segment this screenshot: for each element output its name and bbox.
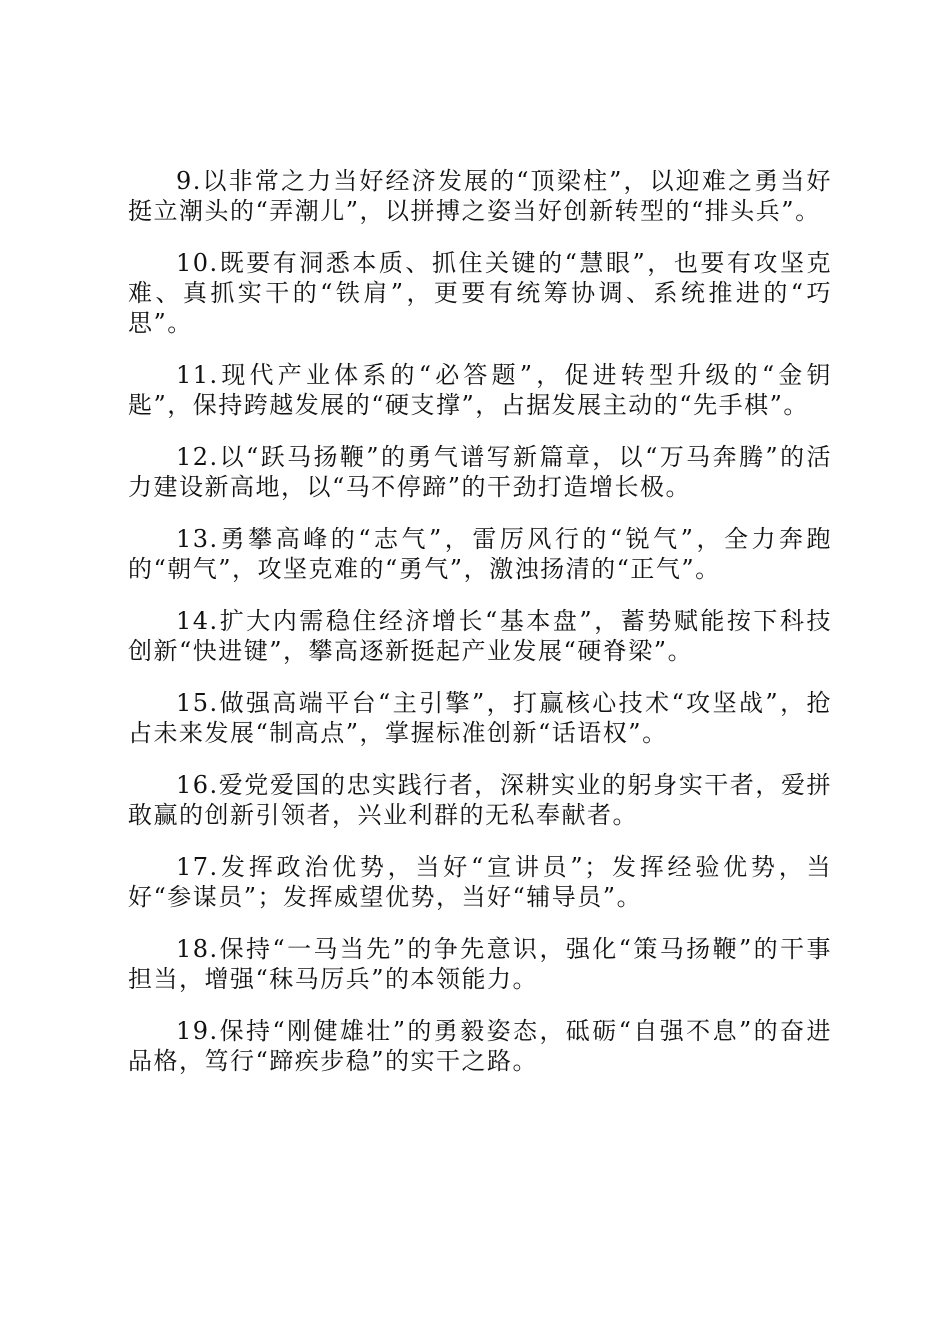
document-body bbox=[128, 166, 832, 1098]
list-item-16: 16.爱党爱国的忠实践行者，深耕实业的躬身实干者，爱拼敢赢的创新引领者，兴业利群的无私奉献者。 bbox=[128, 771, 832, 829]
list-item-18: 18.保持“一马当先”的争先意识，强化“策马扬鞭”的干事担当，增强“秣马厉兵”的本领能力。 bbox=[128, 935, 832, 993]
list-item-9: 9.以非常之力当好经济发展的“顶梁柱”，以迎难之勇当好挺立潮头的“弄潮儿”，以拼搏之姿当好创新转型的“排头兵”。 bbox=[128, 167, 832, 225]
list-item-17: 17.发挥政治优势，当好“宣讲员”；发挥经验优势，当好“参谋员”；发挥威望优势，当好“辅导员”。 bbox=[128, 853, 832, 911]
list-item-13: 13.勇攀高峰的“志气”，雷厉风行的“锐气”，全力奔跑的“朝气”，攻坚克难的“勇气”，激浊扬清的“正气”。 bbox=[128, 525, 832, 583]
list-item-15: 15.做强高端平台“主引擎”，打赢核心技术“攻坚战”，抢占未来发展“制高点”，掌握标准创新“话语权”。 bbox=[128, 689, 832, 747]
list-item-12: 12.以“跃马扬鞭”的勇气谱写新篇章，以“万马奔腾”的活力建设新高地，以“马不停蹄”的干劲打造增长极。 bbox=[128, 443, 832, 501]
list-item-11: 11.现代产业体系的“必答题”，促进转型升级的“金钥匙”，保持跨越发展的“硬支撑”，占据发展主动的“先手棋”。 bbox=[128, 361, 832, 419]
list-item-10: 10.既要有洞悉本质、抓住关键的“慧眼”，也要有攻坚克难、真抓实干的“铁肩”，更要有统筹协调、系统推进的“巧思”。 bbox=[128, 249, 832, 337]
list-item-14: 14.扩大内需稳住经济增长“基本盘”，蓄势赋能按下科技创新“快进键”，攀高逐新挺起产业发展“硬脊梁”。 bbox=[128, 607, 832, 665]
list-item-19: 19.保持“刚健雄壮”的勇毅姿态，砥砺“自强不息”的奋进品格，笃行“蹄疾步稳”的实干之路。 bbox=[128, 1017, 832, 1075]
